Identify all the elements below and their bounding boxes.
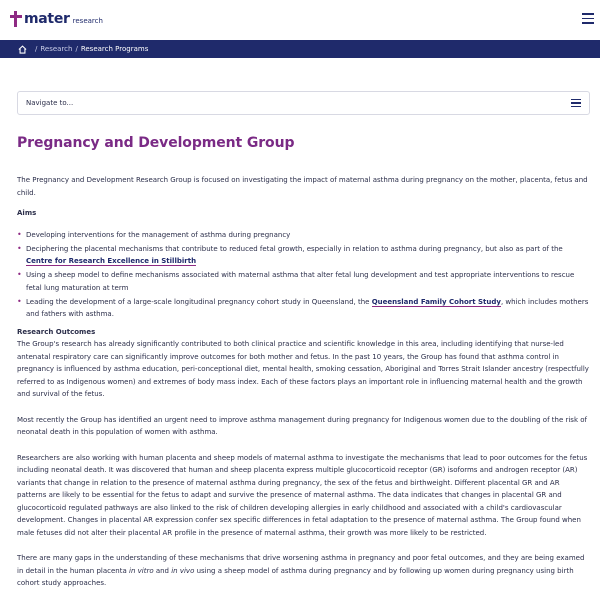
menu-icon[interactable] (580, 11, 596, 25)
breadcrumb-separator: / (35, 45, 38, 53)
list-icon (571, 99, 581, 107)
breadcrumb-research-programs[interactable]: Research Programs (80, 45, 149, 53)
list-item: • Deciphering the placental mechanisms that contribute to reduced fetal growth, especially in relation to asthma during pregnancy, but also as part of the Centre for Research Excellence in Stillbirth (17, 243, 589, 268)
qld-family-cohort-link[interactable]: Queensland Family Cohort Study (371, 297, 501, 306)
site-header (0, 0, 600, 40)
logo-subtext: research (72, 17, 103, 25)
list-item: • Leading the development of a large-scale longitudinal pregnancy cohort study in Queensland, the Queensland Family Cohort Study, which includes mothers and fathers with asthma. (17, 296, 589, 321)
navigate-to-label: Navigate to... (26, 99, 74, 107)
research-outcomes-heading: Research Outcomes (17, 327, 96, 336)
navigate-to-dropdown[interactable] (17, 91, 590, 115)
cross-icon (10, 11, 22, 27)
logo-text: mater (24, 11, 70, 27)
mater-research-logo[interactable] (10, 9, 103, 29)
page-title: Pregnancy and Development Group (17, 135, 295, 151)
outcomes-paragraph-3: Researchers are also working with human placenta and sheep models of maternal asthma to investigate the mechanisms that lead to poor outcomes for the fetus including neonatal death. It was discovered that human and sheep placenta express multiple glucocorticoid receptor (GR) isoforms and androgen receptor (AR) variants that change in relation to the presence of maternal asthma during pregnancy, the sex of the fetus and birthweight. Different placental GR and AR patterns are likely to be essential for the fetus to adapt and survive the presence of maternal asthma. The data indicates that changes in placental GR and glucocorticoid regulated pathways are also linked to the risk of children developing allergies in early childhood and associated with a child's cardiovascular development. Changes in placental AR expression confer sex specific differences in fetal adaptation to the presence of maternal asthma. The Group found when male fetuses did not alter their placental AR profile in the presence of maternal asthma, their growth was more likely to be restricted. (17, 453, 588, 537)
stillbirth-cre-link[interactable]: Centre for Research Excellence in Stillbirth (26, 257, 197, 265)
breadcrumb-separator: / (75, 45, 78, 53)
main-content (17, 130, 589, 590)
breadcrumb (0, 40, 600, 58)
outcomes-paragraph-2: Most recently the Group has identified an urgent need to improve asthma management during pregnancy for Indigenous women due to the doubling of the risk of neonatal death in this population of women with asthma. (17, 415, 587, 436)
breadcrumb-research[interactable]: Research (40, 45, 73, 53)
outcomes-paragraph-1: The Group's research has already significantly contributed to both clinical practice and scientific knowledge in this area, including identifying that nurse-led antenatal respiratory care can significantly improve outcomes for both mother and fetus. In the past 10 years, the Group has found that asthma control in pregnancy is influenced by asthma education, peri-conceptional diet, mental health, smoking cessation, Aboriginal and Torres Strait Islander ancestry (respectfully referred to as Indigenous women) and extremes of body mass index. Each of these factors plays an important role in influencing maternal health and the growth and survival of the fetus. (17, 340, 589, 398)
intro-paragraph: The Pregnancy and Development Research Group is focused on investigating the impact of maternal asthma during pregnancy on the mother, placenta, fetus and child. (17, 176, 588, 197)
aims-list (17, 229, 589, 321)
list-item: • Using a sheep model to define mechanisms associated with maternal asthma that alter fetal lung development and test appropriate interventions to rescue fetal lung maturation at term (17, 269, 589, 294)
outcomes-paragraph-4: There are many gaps in the understanding of these mechanisms that drive worsening asthma in pregnancy and poor fetal outcomes, and they are being examed in detail in the human placenta in vitro and in vivo using a sheep model of asthma during pregnancy and by following up women during pregnancy using birth cohort study approaches. (17, 554, 585, 587)
list-item: • Developing interventions for the management of asthma during pregnancy (17, 229, 589, 242)
aims-heading: Aims (17, 209, 37, 217)
home-icon[interactable] (18, 45, 27, 54)
